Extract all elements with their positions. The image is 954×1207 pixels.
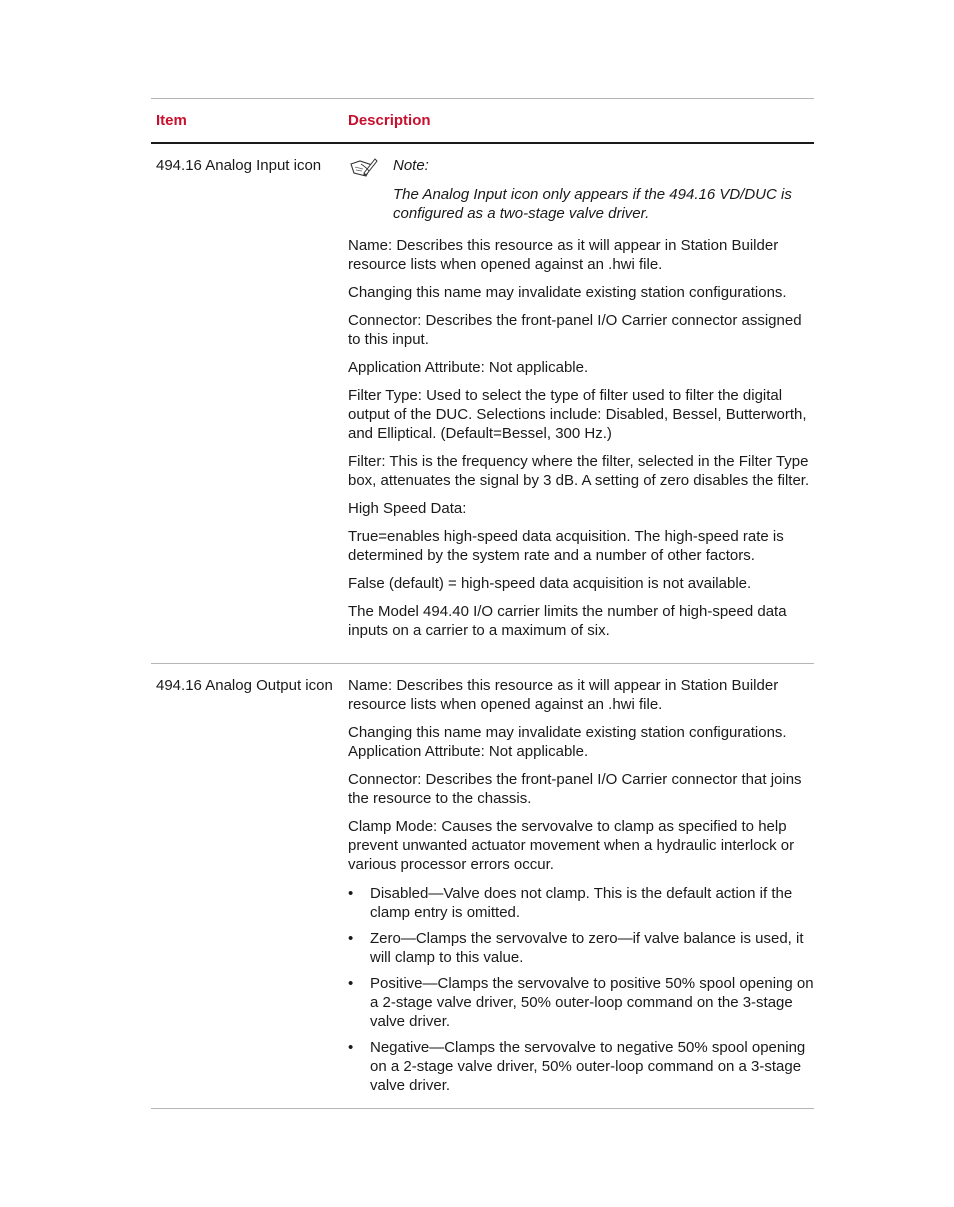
- paragraph: Name: Describes this resource as it will appear in Station Builder resource lists when opened against an .hwi file.: [348, 677, 779, 713]
- paragraph: False (default) = high-speed data acquisition is not available.: [348, 575, 752, 592]
- list-item: [348, 929, 814, 967]
- paragraph: The Model 494.40 I/O carrier limits the number of high-speed data inputs on a carrier to a maximum of six.: [348, 603, 787, 639]
- bullet: •: [348, 930, 354, 947]
- paragraph: Filter Type: Used to select the type of filter used to filter the digital output of the DUC. Selections include: Disabled, Bessel, Butterworth, and Elliptical. (Default=Bessel, 300 Hz.): [348, 387, 807, 442]
- bullet: •: [348, 885, 354, 902]
- note-body: [393, 156, 814, 223]
- header-description: Description: [348, 112, 431, 129]
- list-item: [348, 884, 814, 922]
- paragraph: High Speed Data:: [348, 500, 467, 517]
- paragraph: True=enables high-speed data acquisition. The high-speed rate is determined by the system rate and a number of other factors.: [348, 528, 784, 564]
- table-row: [151, 664, 814, 1109]
- table-header: [151, 99, 814, 144]
- paragraph: Application Attribute: Not applicable.: [348, 359, 589, 376]
- bullet: •: [348, 975, 354, 992]
- row-description: [343, 664, 814, 1108]
- note-block: [348, 156, 814, 223]
- row-description: [343, 144, 814, 663]
- resource-table: [151, 98, 814, 1109]
- note-label: Note:: [393, 157, 429, 174]
- paragraph: Filter: This is the frequency where the filter, selected in the Filter Type box, attenuates the signal by 3 dB. A setting of zero disables the filter.: [348, 453, 810, 489]
- header-item: Item: [156, 112, 187, 129]
- note-pencil-icon: [348, 156, 393, 180]
- list-item: [348, 1038, 814, 1095]
- paragraph: Clamp Mode: Causes the servovalve to clamp as specified to help prevent unwanted actuator movement when a hydraulic interlock or various processor errors occur.: [348, 818, 795, 873]
- table-row: [151, 144, 814, 664]
- list-item: [348, 974, 814, 1031]
- list-item-text: Disabled—Valve does not clamp. This is the default action if the clamp entry is omitted.: [370, 885, 793, 921]
- row-item-label: 494.16 Analog Output icon: [156, 677, 333, 694]
- paragraph: Changing this name may invalidate existing station configurations. Application Attribute: Not applicable.: [348, 724, 787, 760]
- paragraph: Connector: Describes the front-panel I/O Carrier connector that joins the resource to the chassis.: [348, 771, 802, 807]
- list-item-text: Negative—Clamps the servovalve to negative 50% spool opening on a 2-stage valve driver, 50% outer-loop command on a 3-stage valve driver.: [370, 1039, 806, 1094]
- clamp-mode-list: [348, 884, 814, 1095]
- bullet: •: [348, 1039, 354, 1056]
- paragraph: Changing this name may invalidate existing station configurations.: [348, 284, 787, 301]
- paragraph: Name: Describes this resource as it will appear in Station Builder resource lists when opened against an .hwi file.: [348, 237, 779, 273]
- paragraph: Connector: Describes the front-panel I/O Carrier connector assigned to this input.: [348, 312, 802, 348]
- list-item-text: Zero—Clamps the servovalve to zero—if valve balance is used, it will clamp to this value.: [370, 930, 804, 966]
- row-item-label: 494.16 Analog Input icon: [156, 157, 322, 174]
- note-text: The Analog Input icon only appears if the 494.16 VD/DUC is configured as a two-stage valve driver.: [393, 186, 792, 222]
- list-item-text: Positive—Clamps the servovalve to positive 50% spool opening on a 2-stage valve driver, 50% outer-loop command on the 3-stage valve driver.: [370, 975, 814, 1030]
